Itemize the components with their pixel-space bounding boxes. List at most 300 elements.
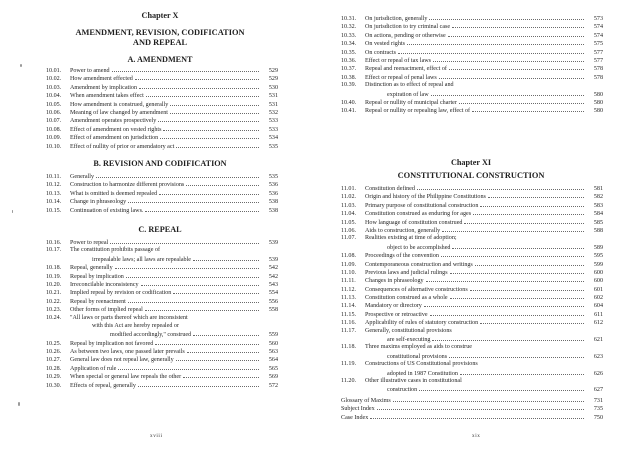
entry-title: Effect or repeal of tax laws <box>365 57 432 64</box>
entry-number: 11.04. <box>341 211 357 218</box>
dot-leader <box>155 339 259 345</box>
entry-title: Constructions of US Constitutional provisions <box>365 361 478 368</box>
chapter-x-heading: Chapter X <box>141 11 179 20</box>
entry-title: On actions, pending or otherwise <box>365 32 446 39</box>
entry-title: Three maxims employed as aids to construe <box>365 344 472 351</box>
toc-entry <box>46 197 278 205</box>
toc-entry <box>46 100 278 108</box>
entry-page: 578 <box>593 66 603 73</box>
dot-leader <box>450 268 584 274</box>
entry-number: 10.23. <box>46 307 62 314</box>
entry-page: 534 <box>268 135 278 142</box>
dot-leader <box>163 125 259 131</box>
entry-title: Power to amend <box>70 68 110 74</box>
entry-page: 585 <box>593 219 603 226</box>
entry-title: On contracts <box>365 49 396 56</box>
toc-entry <box>341 335 603 343</box>
entry-number: 11.19. <box>341 361 357 368</box>
entry-number: 10.02. <box>46 76 62 83</box>
entry-page: 611 <box>594 311 603 318</box>
entry-number: 11.20. <box>341 377 357 384</box>
entry-title: Proceedings of the convention <box>365 253 439 260</box>
toc-entry <box>46 108 278 116</box>
entry-page: 750 <box>593 414 603 421</box>
entry-title: Meaning of law changed by amendment <box>70 109 168 116</box>
dot-leader <box>145 206 259 212</box>
entry-number: 11.05. <box>341 219 357 226</box>
entry-title: The constitution prohibits passage of <box>70 247 161 254</box>
entry-number: 10.29. <box>46 374 62 381</box>
entry-title: Constitution construed as a whole <box>365 295 448 302</box>
section-b-heading: B. REVISION AND CODIFICATION <box>93 159 227 168</box>
entry-page: 542 <box>268 273 278 280</box>
page-folio-left: xviii <box>150 433 163 439</box>
entry-page: 577 <box>593 49 603 56</box>
dot-leader <box>426 276 584 282</box>
entry-title: Previous laws and judicial rulings <box>365 269 448 276</box>
dot-leader <box>398 48 584 54</box>
entry-number: 10.32. <box>341 24 357 31</box>
toc-entry <box>341 201 603 209</box>
entry-title: Repeal or nullity or repealing law, effect of <box>365 108 471 115</box>
scan-speck <box>20 64 22 67</box>
entry-title: Amendment by implication <box>70 84 138 91</box>
entry-page: 531 <box>268 93 278 100</box>
toc-entry <box>46 381 278 389</box>
entry-number: 10.33. <box>341 32 357 39</box>
entry-title: Subject Index <box>341 406 375 413</box>
entry-title: Repeal and reenactment, effect of <box>365 66 447 73</box>
dot-leader <box>170 100 259 106</box>
section-a-list <box>46 66 278 150</box>
toc-entry <box>46 272 278 280</box>
entry-number: 11.13. <box>341 295 357 302</box>
entry-title: When amendment takes effect <box>70 93 144 100</box>
entry-number: 10.14. <box>46 199 62 206</box>
toc-entry <box>341 268 603 276</box>
dot-leader <box>126 272 259 278</box>
entry-title: How amendment effected <box>70 76 133 83</box>
entry-number: 10.35. <box>341 49 357 56</box>
toc-entry <box>46 189 278 197</box>
toc-entry <box>341 360 603 368</box>
toc-entry <box>46 206 278 214</box>
toc-entry <box>341 184 603 192</box>
toc-entry <box>341 39 603 47</box>
toc-entry <box>341 318 603 326</box>
entry-page: 599 <box>593 261 603 268</box>
dot-leader <box>452 243 584 249</box>
entry-title: construction <box>387 387 418 394</box>
entry-title: Aids to construction, generally <box>365 227 441 234</box>
toc-entry <box>46 125 278 133</box>
entry-page: 600 <box>593 269 603 276</box>
entry-number: 10.12. <box>46 182 62 189</box>
toc-entry <box>46 74 278 82</box>
entry-page: 582 <box>593 194 603 201</box>
toc-entry <box>341 285 603 293</box>
entry-number: 10.11. <box>46 174 62 180</box>
dot-leader <box>407 39 584 45</box>
dot-leader <box>439 73 584 79</box>
dot-leader <box>449 64 584 70</box>
entry-number: 10.28. <box>46 365 62 372</box>
toc-entry <box>46 172 278 180</box>
dot-leader <box>145 305 259 311</box>
entry-number: 11.01. <box>341 186 357 192</box>
toc-entry <box>46 133 278 141</box>
dot-leader <box>430 310 584 316</box>
dot-leader <box>370 413 584 419</box>
dot-leader <box>429 14 584 20</box>
chapter-xi-list <box>341 184 603 394</box>
entry-page: 731 <box>593 398 603 404</box>
toc-entry <box>341 48 603 56</box>
toc-entry <box>46 305 278 313</box>
entry-title: Construction to harmonize different provisions <box>70 182 185 189</box>
dot-leader <box>464 218 584 224</box>
dot-leader <box>183 372 259 378</box>
toc-entry <box>341 73 603 81</box>
dot-leader <box>186 180 259 186</box>
entry-number: 10.19. <box>46 273 62 280</box>
toc-entry <box>341 81 603 89</box>
dot-leader <box>115 263 259 269</box>
scan-speck <box>18 402 20 406</box>
entry-page: 532 <box>268 109 278 116</box>
entry-page: 538 <box>268 199 278 206</box>
dot-leader <box>480 318 584 324</box>
entry-title: Origin and history of the Philippine Constitutions <box>365 194 486 201</box>
chapter-x-title-line2: AND REPEAL <box>132 38 188 47</box>
entry-page: 558 <box>268 307 278 314</box>
toc-entry <box>46 364 278 372</box>
entry-page: 588 <box>593 227 603 234</box>
toc-entry <box>341 352 603 360</box>
entry-page: 578 <box>593 74 603 81</box>
entry-page: 539 <box>268 240 278 246</box>
entry-number: 10.38. <box>341 74 357 81</box>
toc-entry <box>341 396 603 404</box>
dot-leader <box>431 90 584 96</box>
entry-page: 577 <box>593 57 603 64</box>
entry-page: 574 <box>593 24 603 31</box>
dot-leader <box>138 381 259 387</box>
entry-number: 10.07. <box>46 118 62 125</box>
entry-title: Prospective or retroactive <box>365 311 428 318</box>
dot-leader <box>193 255 259 261</box>
entry-number: 11.17. <box>341 327 357 334</box>
entry-number: 10.06. <box>46 109 62 116</box>
entry-title: Repeal, generally <box>70 265 113 272</box>
entry-page: 543 <box>268 281 278 288</box>
toc-entry <box>46 142 278 150</box>
scan-speck <box>12 210 13 213</box>
entry-page: 604 <box>593 303 603 310</box>
entry-title: Effect of amendment on jurisdiction <box>70 135 159 142</box>
dot-leader <box>424 301 584 307</box>
toc-entry <box>341 301 603 309</box>
entry-title: Effects of repeal, generally <box>70 382 136 389</box>
dot-leader <box>158 116 259 122</box>
entry-page: 533 <box>268 126 278 133</box>
entry-title: expiration of law <box>387 91 429 98</box>
entry-title: What is omitted is deemed repealed <box>70 190 158 197</box>
entry-title: object to be accomplished <box>387 244 451 251</box>
toc-entry <box>46 280 278 288</box>
entry-page: 584 <box>593 211 603 218</box>
entry-number: 10.30. <box>46 382 62 389</box>
entry-number: 10.16. <box>46 240 62 246</box>
entry-title: Case Index <box>341 414 369 421</box>
section-c-heading: C. REPEAL <box>138 225 182 234</box>
entry-page: 626 <box>593 370 603 377</box>
entry-title: Amendment operates prospectively <box>70 118 157 125</box>
entry-number: 10.13. <box>46 190 62 197</box>
entry-number: 11.15. <box>341 311 357 318</box>
toc-entry <box>341 310 603 318</box>
dot-leader <box>139 83 259 89</box>
entry-number: 11.07. <box>341 235 357 242</box>
dot-leader <box>393 396 584 402</box>
dot-leader <box>432 335 584 341</box>
toc-entry <box>341 56 603 64</box>
dot-leader <box>173 288 259 294</box>
toc-entry <box>341 293 603 301</box>
dot-leader <box>450 293 584 299</box>
entry-title: Repeal or nullity of municipal charter <box>365 99 457 106</box>
repeal-effects-list <box>341 14 603 115</box>
entry-title: Repeal by implication not favored <box>70 340 154 347</box>
entry-number: 11.09. <box>341 261 357 268</box>
dot-leader <box>128 197 259 203</box>
toc-entry <box>46 355 278 363</box>
entry-page: 735 <box>593 406 603 413</box>
entry-number: 10.09. <box>46 135 62 142</box>
entry-number: 10.18. <box>46 265 62 272</box>
entry-number: 10.17. <box>46 247 62 254</box>
back-matter-list <box>341 396 603 421</box>
entry-title: Constitution construed as enduring for ages <box>365 211 472 218</box>
entry-number: 10.40. <box>341 99 357 106</box>
entry-title: with this Act are hereby repealed or <box>92 322 179 329</box>
dot-leader <box>160 133 259 139</box>
entry-title: modified accordingly," construed <box>110 332 192 339</box>
dot-leader <box>448 31 584 37</box>
toc-entry <box>341 14 603 22</box>
toc-entry <box>46 322 278 330</box>
entry-number: 10.05. <box>46 101 62 108</box>
entry-number: 10.39. <box>341 82 357 89</box>
entry-page: 602 <box>593 295 603 302</box>
entry-number: 10.08. <box>46 126 62 133</box>
dot-leader <box>187 347 259 353</box>
dot-leader <box>170 108 259 114</box>
toc-entry <box>46 255 278 263</box>
dot-leader <box>475 260 584 266</box>
entry-number: 10.34. <box>341 41 357 48</box>
entry-title: Change in phraseology <box>70 199 127 206</box>
section-b-list <box>46 172 278 214</box>
entry-page: 536 <box>268 190 278 197</box>
entry-title: Constitution defined <box>365 186 415 192</box>
toc-entry <box>341 226 603 234</box>
dot-leader <box>460 369 584 375</box>
entry-number: 10.01. <box>46 68 62 74</box>
entry-title: "All laws or parts thereof which are inconsistent <box>70 314 188 321</box>
entry-number: 10.26. <box>46 349 62 356</box>
entry-number: 11.16. <box>341 320 357 327</box>
entry-number: 10.04. <box>46 93 62 100</box>
entry-title: Implied repeal by revision or codification <box>70 290 172 297</box>
entry-title: Generally <box>70 174 95 180</box>
dot-leader <box>146 91 259 97</box>
entry-page: 573 <box>593 16 603 22</box>
entry-title: Primary purpose of constitutional construction <box>365 202 479 209</box>
section-c-list <box>46 238 278 389</box>
toc-entry <box>46 339 278 347</box>
toc-entry <box>46 314 278 322</box>
entry-page: 556 <box>268 298 278 305</box>
entry-title: How language of constitution construed <box>365 219 463 226</box>
toc-entry <box>46 116 278 124</box>
dot-leader <box>377 404 584 410</box>
toc-entry <box>341 377 603 385</box>
entry-title: Continuation of existing laws. <box>70 207 144 214</box>
toc-entry <box>341 90 603 98</box>
toc-entry <box>46 91 278 99</box>
dot-leader <box>135 74 259 80</box>
entry-page: 601 <box>593 286 603 293</box>
entry-page: 542 <box>268 265 278 272</box>
entry-page: 621 <box>593 337 603 344</box>
entry-title: On vested rights <box>365 41 405 48</box>
toc-entry <box>46 297 278 305</box>
section-a-heading: A. AMENDMENT <box>127 55 193 64</box>
dot-leader <box>473 209 584 215</box>
entry-number: 10.31. <box>341 16 357 22</box>
toc-entry <box>46 180 278 188</box>
chapter-xi-title: CONSTITUTIONAL CONSTRUCTION <box>397 171 545 180</box>
entry-number: 11.06. <box>341 227 357 234</box>
toc-entry <box>46 246 278 254</box>
entry-number: 10.41. <box>341 108 357 115</box>
toc-entry <box>46 347 278 355</box>
toc-entry <box>46 66 278 74</box>
entry-title: adopted in 1987 Constitution <box>387 370 458 377</box>
dot-leader <box>488 192 584 198</box>
entry-title: Applicability of rules of statutory construction <box>365 320 479 327</box>
entry-page: 529 <box>268 68 278 74</box>
entry-number: 11.18. <box>341 344 357 351</box>
toc-entry <box>341 327 603 335</box>
entry-number: 10.10. <box>46 143 62 150</box>
entry-page: 595 <box>593 253 603 260</box>
toc-entry <box>341 234 603 242</box>
toc-entry <box>341 64 603 72</box>
toc-entry <box>46 372 278 380</box>
entry-title: On jurisdiction to try criminal case <box>365 24 451 31</box>
chapter-xi-heading: Chapter XI <box>450 158 492 167</box>
entry-title: Repeal by reenactment <box>70 298 126 305</box>
dot-leader <box>419 385 584 391</box>
toc-entry <box>341 404 603 412</box>
entry-page: 565 <box>268 365 278 372</box>
entry-number: 10.27. <box>46 357 62 364</box>
entry-page: 560 <box>268 340 278 347</box>
toc-entry <box>341 106 603 114</box>
entry-number: 10.25. <box>46 340 62 347</box>
dot-leader <box>159 189 259 195</box>
entry-number: 10.37. <box>341 66 357 73</box>
toc-entry <box>341 98 603 106</box>
entry-page: 533 <box>268 118 278 125</box>
entry-page: 531 <box>268 101 278 108</box>
dot-leader <box>176 355 259 361</box>
toc-entry <box>46 238 278 246</box>
entry-page: 535 <box>268 174 278 180</box>
entry-page: 580 <box>593 99 603 106</box>
entry-number: 10.22. <box>46 298 62 305</box>
entry-title: When special or general law repeals the other <box>70 374 182 381</box>
dot-leader <box>141 280 259 286</box>
entry-number: 11.03. <box>341 202 357 209</box>
entry-page: 627 <box>593 387 603 394</box>
entry-title: Repeal by implication <box>70 273 124 280</box>
dot-leader <box>442 226 584 232</box>
entry-page: 536 <box>268 182 278 189</box>
entry-title: irrepealable laws; all laws are repealable <box>92 256 191 263</box>
entry-number: 11.08. <box>341 253 357 260</box>
entry-number: 10.20. <box>46 281 62 288</box>
entry-title: Effect of amendment on vested rights <box>70 126 162 133</box>
entry-title: Consequences of alternative constructions <box>365 286 468 293</box>
entry-number: 11.12. <box>341 286 357 293</box>
entry-page: 623 <box>593 353 603 360</box>
entry-number: 11.10. <box>341 269 357 276</box>
toc-entry <box>341 369 603 377</box>
entry-number: 10.15. <box>46 207 62 214</box>
entry-title: Effect or repeal of penal laws <box>365 74 437 81</box>
toc-entry <box>46 288 278 296</box>
entry-page: 580 <box>593 91 603 98</box>
entry-title: How amendment is construed, generally <box>70 101 169 108</box>
entry-title: Distinction as to effect of repeal and <box>365 82 454 89</box>
entry-page: 530 <box>268 84 278 91</box>
entry-page: 574 <box>593 32 603 39</box>
entry-number: 10.24. <box>46 314 62 321</box>
entry-title: Other forms of implied repeal <box>70 307 143 314</box>
entry-page: 589 <box>593 244 603 251</box>
entry-page: 539 <box>268 256 278 263</box>
entry-number: 11.14. <box>341 303 357 310</box>
toc-entry <box>341 218 603 226</box>
dot-leader <box>470 285 584 291</box>
dot-leader <box>176 142 259 148</box>
dot-leader <box>112 66 259 72</box>
toc-entry <box>46 330 278 338</box>
entry-title: As between two laws, one passed later prevails <box>70 349 185 356</box>
entry-page: 569 <box>268 374 278 381</box>
dot-leader <box>459 98 584 104</box>
right-page <box>319 0 638 451</box>
entry-page: 535 <box>268 143 278 150</box>
entry-title: Power to repeal <box>70 240 109 246</box>
toc-entry <box>341 22 603 30</box>
toc-entry <box>341 260 603 268</box>
toc-entry <box>341 31 603 39</box>
entry-page: 580 <box>593 108 603 115</box>
